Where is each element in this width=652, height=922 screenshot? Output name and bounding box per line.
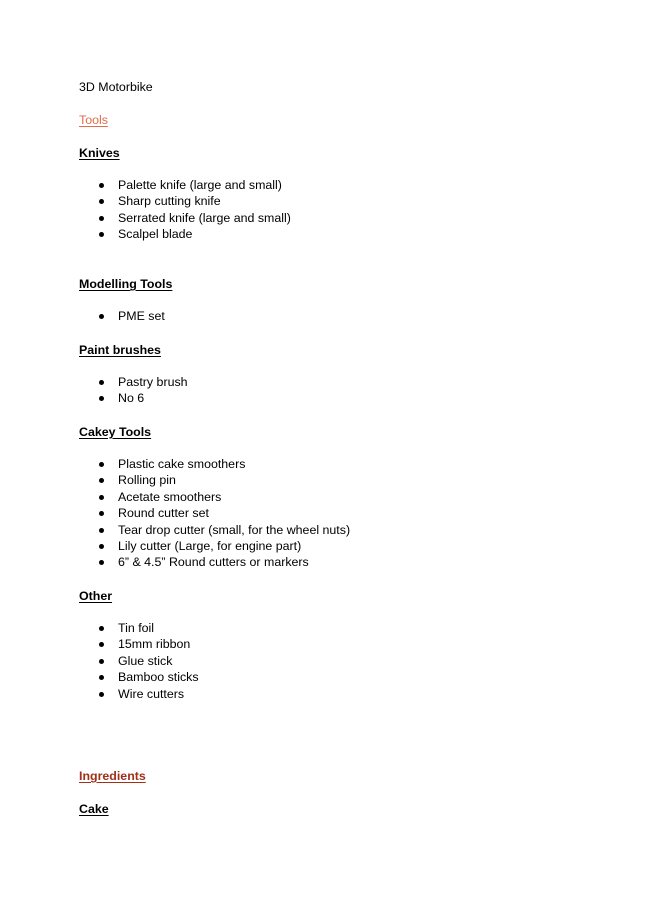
list-item [99, 177, 291, 193]
bullet-icon [99, 692, 104, 697]
list-item-text: Pastry brush [118, 375, 188, 389]
list-item [99, 308, 165, 324]
list-item [99, 489, 350, 505]
list-item [99, 653, 199, 669]
ingredients-heading: Ingredients [79, 769, 146, 783]
list-item-text: Glue stick [118, 653, 173, 668]
bullet-icon [99, 380, 104, 385]
tools-heading: Tools [79, 113, 108, 127]
list-item [99, 472, 350, 488]
modelling-tools-list [99, 308, 165, 324]
bullet-icon [99, 528, 104, 533]
list-item [99, 193, 291, 209]
cakey-tools-list [99, 456, 350, 571]
bullet-icon [99, 478, 104, 483]
list-item [99, 620, 199, 636]
list-item-text: Wire cutters [118, 686, 185, 701]
list-item-text: Tear drop cutter (small, for the wheel nuts) [118, 522, 351, 537]
bullet-icon [99, 560, 104, 565]
document-title: 3D Motorbike [79, 80, 153, 94]
list-item [99, 669, 199, 685]
list-item [99, 554, 350, 570]
paint-brushes-list [99, 374, 188, 407]
bullet-icon [99, 183, 104, 188]
list-item-text: Round cutter set [118, 506, 209, 521]
list-item [99, 538, 350, 554]
bullet-icon [99, 216, 104, 221]
list-item [99, 505, 350, 521]
list-item [99, 636, 199, 652]
bullet-icon [99, 495, 104, 500]
bullet-icon [99, 199, 104, 204]
list-item-text: Acetate smoothers [118, 489, 222, 504]
bullet-icon [99, 659, 104, 664]
other-heading: Other [79, 589, 113, 603]
list-item [99, 390, 188, 406]
list-item-text: Rolling pin [118, 473, 176, 488]
list-item-text: Serrated knife (large and small) [118, 210, 291, 225]
bullet-icon [99, 626, 104, 631]
bullet-icon [99, 544, 104, 549]
list-item [99, 456, 350, 472]
list-item [99, 210, 291, 226]
bullet-icon [99, 314, 104, 319]
cakey-tools-heading: Cakey Tools [79, 425, 152, 439]
list-item-text: Bamboo sticks [118, 670, 199, 685]
list-item-text: No 6 [118, 391, 145, 406]
paint-brushes-heading: Paint brushes [79, 343, 161, 357]
list-item-text: PME set [118, 309, 165, 323]
cake-heading: Cake [79, 802, 109, 816]
other-list [99, 620, 199, 702]
list-item [99, 226, 291, 242]
list-item-text: Tin foil [118, 621, 155, 635]
bullet-icon [99, 675, 104, 680]
bullet-icon [99, 511, 104, 516]
list-item-text: Sharp cutting knife [118, 194, 221, 209]
list-item [99, 374, 188, 390]
list-item-text: 6” & 4.5” Round cutters or markers [118, 555, 309, 570]
list-item [99, 522, 350, 538]
modelling-tools-heading: Modelling Tools [79, 277, 173, 291]
bullet-icon [99, 232, 104, 237]
list-item-text: Plastic cake smoothers [118, 457, 246, 471]
list-item-text: 15mm ribbon [118, 637, 191, 652]
list-item-text: Palette knife (large and small) [118, 178, 282, 192]
knives-list [99, 177, 291, 243]
bullet-icon [99, 396, 104, 401]
bullet-icon [99, 462, 104, 467]
bullet-icon [99, 642, 104, 647]
list-item-text: Lily cutter (Large, for engine part) [118, 538, 302, 553]
list-item-text: Scalpel blade [118, 227, 193, 242]
knives-heading: Knives [79, 146, 120, 160]
list-item [99, 686, 199, 702]
